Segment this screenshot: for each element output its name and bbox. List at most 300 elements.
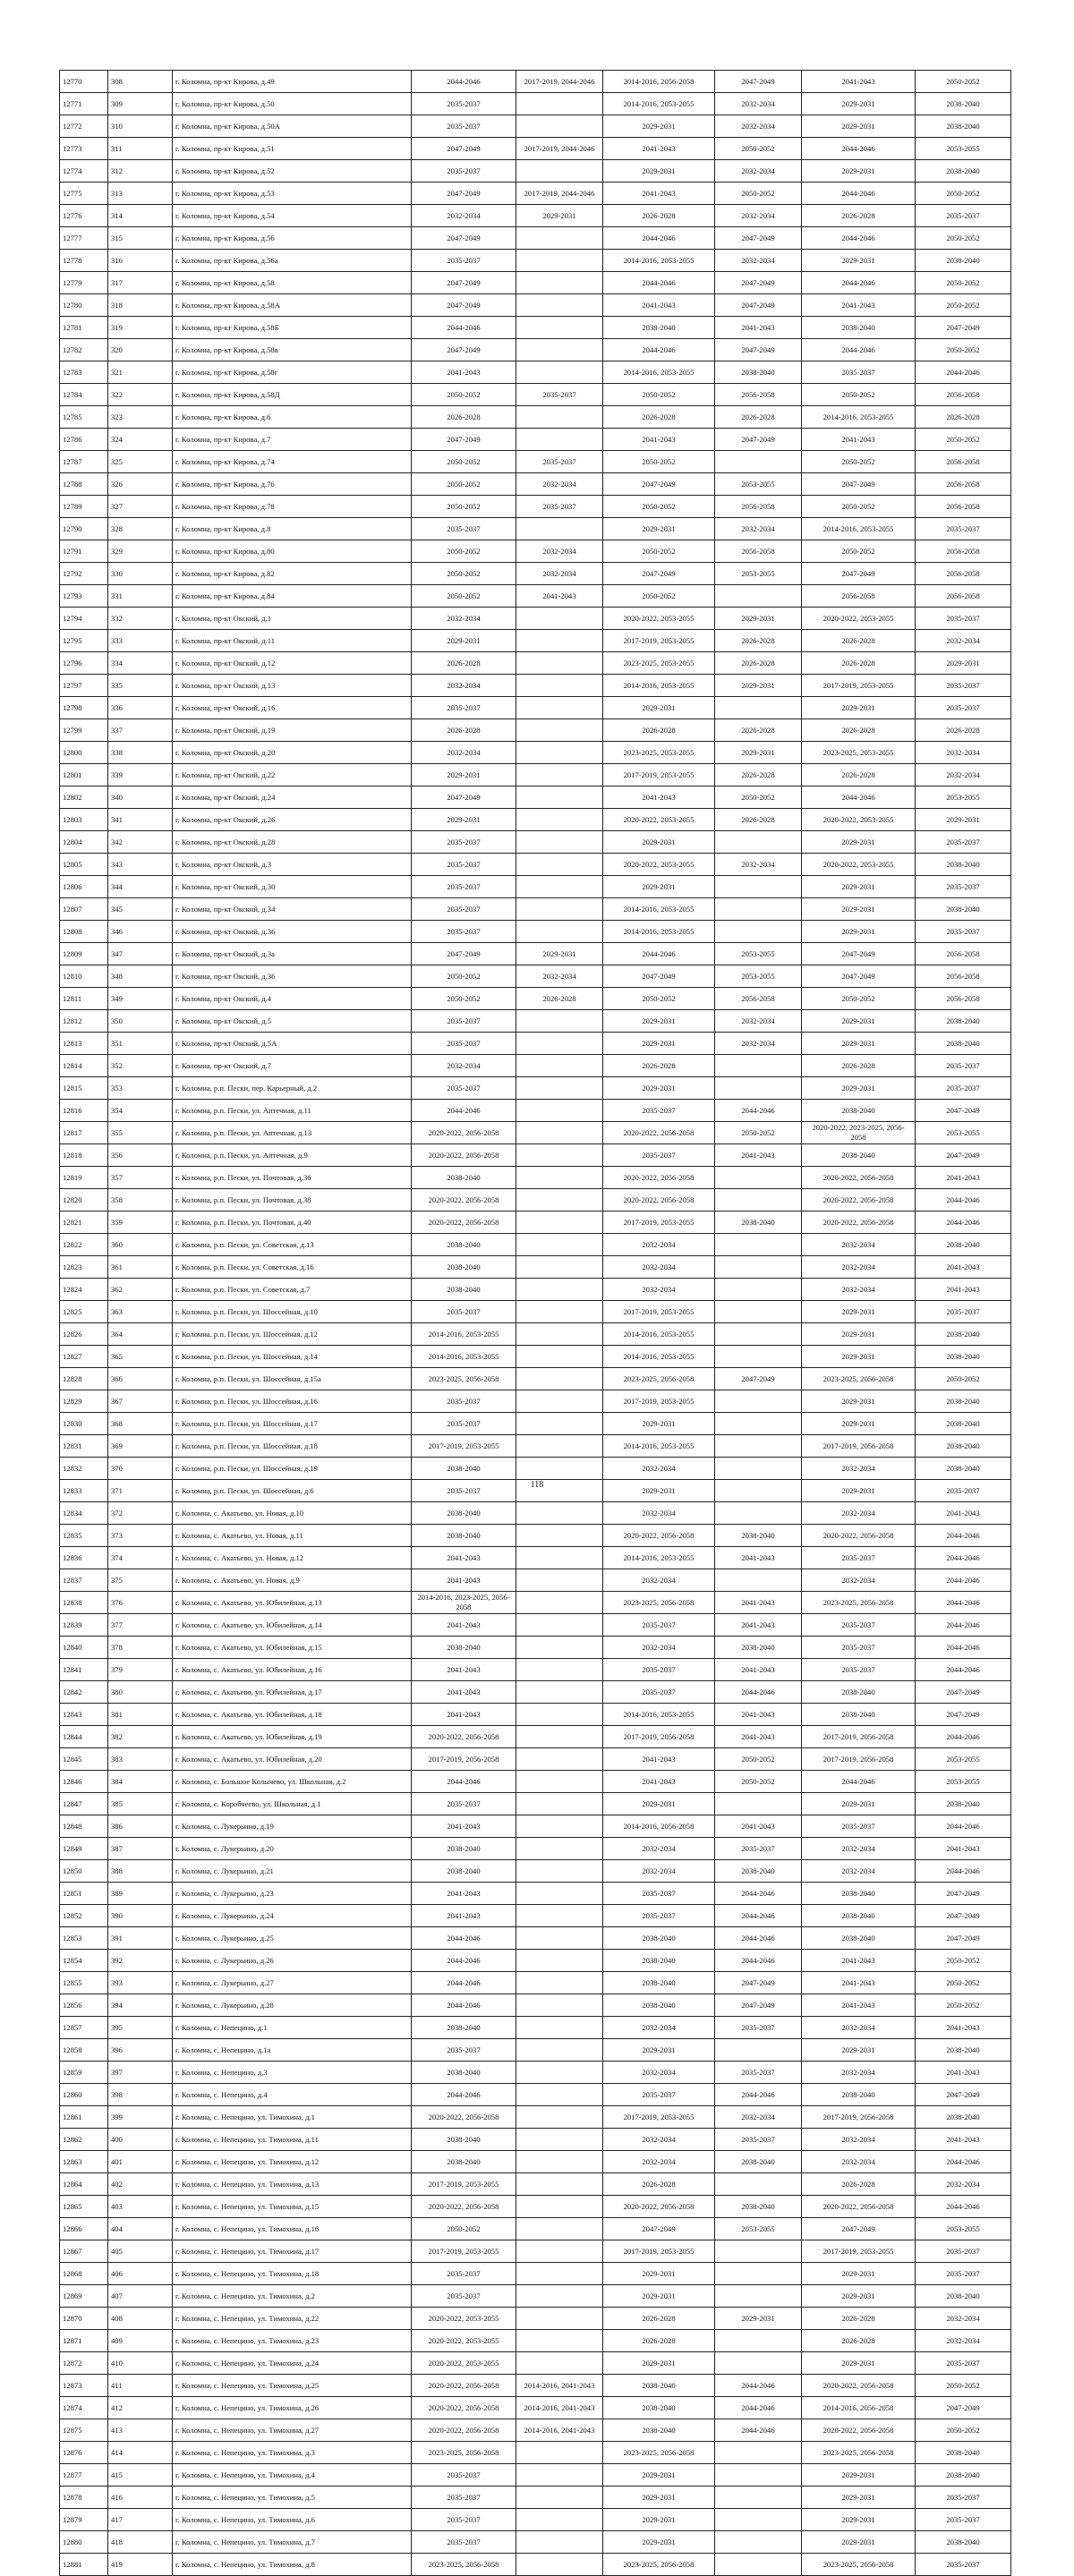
- period-cell-2: [516, 1614, 603, 1637]
- period-cell-2: [516, 1547, 603, 1569]
- period-cell-5: 2029-2031: [802, 2464, 916, 2487]
- row-id-cell: 12853: [60, 1927, 108, 1950]
- period-cell-3: 2035-2037: [603, 2084, 715, 2106]
- period-cell-4: [715, 2285, 802, 2308]
- period-cell-4: 2053-2055: [715, 943, 802, 965]
- address-cell: г. Коломна, с. Акатьево, ул. Юбилейная, д.19: [173, 1726, 412, 1748]
- period-cell-1: 2044-2046: [412, 317, 516, 339]
- period-cell-1: 2050-2052: [412, 2218, 516, 2240]
- period-cell-4: 2035-2037: [715, 1838, 802, 1860]
- row-id-cell: 12813: [60, 1033, 108, 1055]
- period-cell-3: 2050-2052: [603, 496, 715, 518]
- period-cell-4: [715, 1390, 802, 1413]
- period-cell-6: 2050-2052: [916, 227, 1011, 250]
- period-cell-5: 2014-2016, 2053-2055: [802, 406, 916, 429]
- item-number-cell: 312: [108, 160, 173, 183]
- period-cell-5: 2029-2031: [802, 1077, 916, 1100]
- table-row: [60, 2487, 1011, 2509]
- row-id-cell: 12823: [60, 1256, 108, 1279]
- item-number-cell: 405: [108, 2240, 173, 2263]
- period-cell-6: 2029-2031: [916, 809, 1011, 831]
- period-cell-4: [715, 1323, 802, 1346]
- period-cell-6: 2038-2040: [916, 2464, 1011, 2487]
- address-cell: г. Коломна, пр-кт Кирова, д.53: [173, 183, 412, 205]
- table-row: [60, 1100, 1011, 1122]
- period-cell-1: 2029-2031: [412, 630, 516, 652]
- period-cell-1: 2035-2037: [412, 2263, 516, 2285]
- period-cell-6: 2035-2037: [916, 831, 1011, 854]
- item-number-cell: 386: [108, 1815, 173, 1838]
- row-id-cell: 12861: [60, 2106, 108, 2129]
- period-cell-4: 2056-2058: [715, 496, 802, 518]
- address-cell: г. Коломна, р.п. Пески, ул. Советская, д.13: [173, 1234, 412, 1256]
- period-cell-5: 2035-2037: [802, 1547, 916, 1569]
- period-cell-1: 2041-2043: [412, 1614, 516, 1637]
- period-cell-6: 2032-2034: [916, 2308, 1011, 2330]
- table-row: [60, 1838, 1011, 1860]
- row-id-cell: 12812: [60, 1010, 108, 1033]
- address-cell: г. Коломна, с. Непецино, д.3: [173, 2062, 412, 2084]
- row-id-cell: 12826: [60, 1323, 108, 1346]
- table-row: [60, 317, 1011, 339]
- address-cell: г. Коломна, р.п. Пески, ул. Почтовая, д.36: [173, 1167, 412, 1189]
- row-id-cell: 12770: [60, 71, 108, 93]
- address-cell: г. Коломна, с. Лукерьино, д.27: [173, 1972, 412, 1994]
- period-cell-4: [715, 1502, 802, 1525]
- row-id-cell: 12838: [60, 1592, 108, 1614]
- period-cell-1: 2014-2016, 2053-2055: [412, 1323, 516, 1346]
- period-cell-1: 2038-2040: [412, 1279, 516, 1301]
- period-cell-2: [516, 675, 603, 697]
- period-cell-3: 2032-2034: [603, 1637, 715, 1659]
- row-id-cell: 12877: [60, 2464, 108, 2487]
- period-cell-2: [516, 1883, 603, 1905]
- period-cell-3: 2017-2019, 2053-2055: [603, 630, 715, 652]
- table-row: [60, 809, 1011, 831]
- period-cell-2: 2017-2019, 2044-2046: [516, 183, 603, 205]
- table-row: [60, 339, 1011, 361]
- period-cell-3: 2032-2034: [603, 1458, 715, 1480]
- item-number-cell: 403: [108, 2196, 173, 2218]
- period-cell-4: 2026-2028: [715, 719, 802, 742]
- row-id-cell: 12881: [60, 2554, 108, 2576]
- item-number-cell: 370: [108, 1458, 173, 1480]
- period-cell-4: 2047-2049: [715, 1368, 802, 1390]
- period-cell-6: 2035-2037: [916, 2554, 1011, 2576]
- period-cell-3: 2026-2028: [603, 2308, 715, 2330]
- period-cell-3: 2050-2052: [603, 988, 715, 1010]
- period-cell-4: 2044-2046: [715, 1681, 802, 1704]
- period-cell-5: 2023-2025, 2056-2058: [802, 1592, 916, 1614]
- period-cell-2: [516, 1793, 603, 1815]
- period-cell-6: 2041-2043: [916, 2017, 1011, 2039]
- item-number-cell: 324: [108, 429, 173, 451]
- period-cell-5: 2032-2034: [802, 1256, 916, 1279]
- item-number-cell: 365: [108, 1346, 173, 1368]
- period-cell-2: 2014-2016, 2041-2043: [516, 2419, 603, 2442]
- period-cell-5: 2029-2031: [802, 93, 916, 115]
- period-cell-1: 2047-2049: [412, 227, 516, 250]
- period-cell-2: 2029-2031: [516, 943, 603, 965]
- period-cell-4: 2053-2055: [715, 965, 802, 988]
- period-cell-6: 2035-2037: [916, 2487, 1011, 2509]
- item-number-cell: 354: [108, 1100, 173, 1122]
- table-row: [60, 250, 1011, 272]
- item-number-cell: 336: [108, 697, 173, 719]
- period-cell-4: 2044-2046: [715, 2397, 802, 2419]
- period-cell-5: 2032-2034: [802, 2062, 916, 2084]
- period-cell-1: 2035-2037: [412, 1033, 516, 1055]
- period-cell-4: 2047-2049: [715, 71, 802, 93]
- table-row: [60, 2084, 1011, 2106]
- period-cell-3: 2014-2016, 2053-2055: [603, 250, 715, 272]
- address-cell: г. Коломна, р.п. Пески, ул. Советская, д.7: [173, 1279, 412, 1301]
- period-cell-2: 2032-2034: [516, 473, 603, 496]
- period-cell-6: 2041-2043: [916, 1256, 1011, 1279]
- period-cell-2: [516, 2509, 603, 2531]
- period-cell-1: 2041-2043: [412, 1569, 516, 1592]
- period-cell-6: 2038-2040: [916, 2531, 1011, 2554]
- period-cell-4: 2056-2058: [715, 540, 802, 563]
- item-number-cell: 314: [108, 205, 173, 227]
- table-row: [60, 2240, 1011, 2263]
- period-cell-5: 2044-2046: [802, 183, 916, 205]
- table-row: [60, 1681, 1011, 1704]
- item-number-cell: 382: [108, 1726, 173, 1748]
- item-number-cell: 308: [108, 71, 173, 93]
- address-cell: г. Коломна, с. Непецино, ул. Тимохина, д.11: [173, 2129, 412, 2151]
- address-cell: г. Коломна, пр-кт Окский, д.12: [173, 652, 412, 675]
- item-number-cell: 416: [108, 2487, 173, 2509]
- item-number-cell: 387: [108, 1838, 173, 1860]
- period-cell-3: 2041-2043: [603, 786, 715, 809]
- address-cell: г. Коломна, р.п. Пески, ул. Шоссейная, д.6: [173, 1480, 412, 1502]
- row-id-cell: 12811: [60, 988, 108, 1010]
- row-id-cell: 12771: [60, 93, 108, 115]
- period-cell-4: 2038-2040: [715, 1860, 802, 1883]
- address-cell: г. Коломна, с. Акатьево, ул. Юбилейная, д.20: [173, 1748, 412, 1771]
- address-cell: г. Коломна, р.п. Пески, ул. Почтовая, д.40: [173, 1211, 412, 1234]
- period-cell-2: [516, 2263, 603, 2285]
- table-row: [60, 1569, 1011, 1592]
- period-cell-4: 2047-2049: [715, 1972, 802, 1994]
- item-number-cell: 377: [108, 1614, 173, 1637]
- period-cell-3: 2017-2019, 2053-2055: [603, 764, 715, 786]
- period-cell-5: 2020-2022, 2023-2025, 2056-2058: [802, 1122, 916, 1144]
- period-cell-1: 2050-2052: [412, 988, 516, 1010]
- period-cell-6: 2053-2055: [916, 2218, 1011, 2240]
- period-cell-5: 2032-2034: [802, 1502, 916, 1525]
- address-cell: г. Коломна, с. Непецино, ул. Тимохина, д.8: [173, 2554, 412, 2576]
- row-id-cell: 12788: [60, 473, 108, 496]
- address-cell: г. Коломна, с. Непецино, ул. Тимохина, д.23: [173, 2330, 412, 2352]
- period-cell-4: 2032-2034: [715, 205, 802, 227]
- item-number-cell: 328: [108, 518, 173, 540]
- item-number-cell: 325: [108, 451, 173, 473]
- period-cell-5: 2038-2040: [802, 1144, 916, 1167]
- period-cell-2: [516, 1637, 603, 1659]
- period-cell-2: 2032-2034: [516, 563, 603, 585]
- address-cell: г. Коломна, р.п. Пески, ул. Аптечная, д.9: [173, 1144, 412, 1167]
- period-cell-5: 2041-2043: [802, 1972, 916, 1994]
- address-cell: г. Коломна, пр-кт Кирова, д.84: [173, 585, 412, 608]
- period-cell-2: [516, 854, 603, 876]
- period-cell-5: 2020-2022, 2053-2055: [802, 608, 916, 630]
- period-cell-2: [516, 294, 603, 317]
- period-cell-4: 2032-2034: [715, 115, 802, 138]
- period-cell-1: 2047-2049: [412, 272, 516, 294]
- address-cell: г. Коломна, пр-кт Кирова, д.58Б: [173, 317, 412, 339]
- period-cell-1: 2044-2046: [412, 1100, 516, 1122]
- period-cell-5: 2017-2019, 2056-2058: [802, 1435, 916, 1458]
- period-cell-5: 2041-2043: [802, 71, 916, 93]
- table-row: [60, 1435, 1011, 1458]
- address-cell: г. Коломна, р.п. Пески, ул. Шоссейная, д.17: [173, 1413, 412, 1435]
- period-cell-6: 2056-2058: [916, 988, 1011, 1010]
- period-cell-6: 2038-2040: [916, 93, 1011, 115]
- period-cell-1: 2035-2037: [412, 518, 516, 540]
- period-cell-1: 2032-2034: [412, 205, 516, 227]
- period-cell-4: 2047-2049: [715, 294, 802, 317]
- period-cell-4: 2032-2034: [715, 250, 802, 272]
- period-cell-1: 2038-2040: [412, 1458, 516, 1480]
- item-number-cell: 342: [108, 831, 173, 854]
- period-cell-2: [516, 1144, 603, 1167]
- row-id-cell: 12841: [60, 1659, 108, 1681]
- period-cell-2: [516, 697, 603, 719]
- row-id-cell: 12824: [60, 1279, 108, 1301]
- table-row: [60, 1815, 1011, 1838]
- period-cell-6: 2044-2046: [916, 2151, 1011, 2173]
- period-cell-4: 2056-2058: [715, 384, 802, 406]
- row-id-cell: 12867: [60, 2240, 108, 2263]
- row-id-cell: 12772: [60, 115, 108, 138]
- period-cell-5: 2020-2022, 2053-2055: [802, 854, 916, 876]
- table-row: [60, 630, 1011, 652]
- period-cell-5: 2029-2031: [802, 1390, 916, 1413]
- table-row: [60, 1368, 1011, 1390]
- period-cell-6: 2047-2049: [916, 1883, 1011, 1905]
- period-cell-1: 2014-2016, 2023-2025, 2056-2058: [412, 1592, 516, 1614]
- row-id-cell: 12872: [60, 2352, 108, 2375]
- period-cell-2: [516, 742, 603, 764]
- period-cell-4: 2026-2028: [715, 630, 802, 652]
- address-cell: г. Коломна, пр-кт Кирова, д.58в: [173, 339, 412, 361]
- address-cell: г. Коломна, с. Коробчеево, ул. Школьная, д.1: [173, 1793, 412, 1815]
- period-cell-3: 2014-2016, 2053-2055: [603, 1704, 715, 1726]
- period-cell-1: 2044-2046: [412, 1771, 516, 1793]
- item-number-cell: 408: [108, 2308, 173, 2330]
- period-cell-3: 2026-2028: [603, 719, 715, 742]
- period-cell-4: 2053-2055: [715, 563, 802, 585]
- item-number-cell: 344: [108, 876, 173, 898]
- address-cell: г. Коломна, с. Непецино, ул. Тимохина, д.15: [173, 2196, 412, 2218]
- period-cell-4: 2038-2040: [715, 2151, 802, 2173]
- table-row: [60, 1525, 1011, 1547]
- period-cell-5: 2035-2037: [802, 1815, 916, 1838]
- row-id-cell: 12860: [60, 2084, 108, 2106]
- period-cell-3: 2032-2034: [603, 1279, 715, 1301]
- period-cell-3: 2038-2040: [603, 2419, 715, 2442]
- period-cell-3: 2029-2031: [603, 1077, 715, 1100]
- period-cell-3: 2032-2034: [603, 1860, 715, 1883]
- period-cell-4: 2044-2046: [715, 1100, 802, 1122]
- period-cell-6: 2044-2046: [916, 1860, 1011, 1883]
- period-cell-2: [516, 227, 603, 250]
- period-cell-2: [516, 250, 603, 272]
- period-cell-3: 2014-2016, 2053-2055: [603, 921, 715, 943]
- period-cell-6: 2035-2037: [916, 2509, 1011, 2531]
- item-number-cell: 331: [108, 585, 173, 608]
- period-cell-4: 2041-2043: [715, 1704, 802, 1726]
- address-cell: г. Коломна, с. Непецино, ул. Тимохина, д.22: [173, 2308, 412, 2330]
- period-cell-1: 2035-2037: [412, 2509, 516, 2531]
- period-cell-2: [516, 719, 603, 742]
- period-cell-1: 2035-2037: [412, 854, 516, 876]
- period-cell-1: 2026-2028: [412, 652, 516, 675]
- period-cell-1: 2035-2037: [412, 831, 516, 854]
- period-cell-2: [516, 160, 603, 183]
- table-row: [60, 1860, 1011, 1883]
- period-cell-2: [516, 1927, 603, 1950]
- period-cell-5: 2032-2034: [802, 1458, 916, 1480]
- table-row: [60, 1905, 1011, 1927]
- table-row: [60, 988, 1011, 1010]
- period-cell-3: 2050-2052: [603, 384, 715, 406]
- table-row: [60, 1659, 1011, 1681]
- row-id-cell: 12857: [60, 2017, 108, 2039]
- period-cell-6: 2044-2046: [916, 1525, 1011, 1547]
- period-cell-5: 2026-2028: [802, 630, 916, 652]
- period-cell-5: 2032-2034: [802, 2129, 916, 2151]
- period-cell-4: [715, 1234, 802, 1256]
- item-number-cell: 313: [108, 183, 173, 205]
- period-cell-2: [516, 764, 603, 786]
- table-row: [60, 2151, 1011, 2173]
- item-number-cell: 317: [108, 272, 173, 294]
- period-cell-6: 2044-2046: [916, 2196, 1011, 2218]
- period-cell-5: 2023-2025, 2056-2058: [802, 1368, 916, 1390]
- period-cell-5: 2029-2031: [802, 1033, 916, 1055]
- period-cell-1: 2044-2046: [412, 1927, 516, 1950]
- row-id-cell: 12828: [60, 1368, 108, 1390]
- period-cell-6: 2032-2034: [916, 742, 1011, 764]
- row-id-cell: 12790: [60, 518, 108, 540]
- period-cell-3: 2032-2034: [603, 2129, 715, 2151]
- address-cell: г. Коломна, пр-кт Окский, д.1: [173, 608, 412, 630]
- item-number-cell: 327: [108, 496, 173, 518]
- period-cell-2: [516, 339, 603, 361]
- period-cell-5: 2041-2043: [802, 1994, 916, 2017]
- period-cell-6: 2056-2058: [916, 540, 1011, 563]
- period-cell-4: [715, 2352, 802, 2375]
- period-cell-5: 2050-2052: [802, 988, 916, 1010]
- item-number-cell: 363: [108, 1301, 173, 1323]
- table-row: [60, 205, 1011, 227]
- period-cell-4: 2032-2034: [715, 160, 802, 183]
- address-cell: г. Коломна, с. Непецино, ул. Тимохина, д.18: [173, 2263, 412, 2285]
- period-cell-1: 2029-2031: [412, 764, 516, 786]
- period-cell-2: 2017-2019, 2044-2046: [516, 138, 603, 160]
- period-cell-1: 2023-2025, 2056-2058: [412, 2442, 516, 2464]
- period-cell-1: 2020-2022, 2056-2058: [412, 2375, 516, 2397]
- period-cell-4: 2026-2028: [715, 809, 802, 831]
- period-cell-5: 2020-2022, 2056-2058: [802, 1211, 916, 1234]
- row-id-cell: 12815: [60, 1077, 108, 1100]
- period-cell-4: [715, 1167, 802, 1189]
- period-cell-3: 2035-2037: [603, 1614, 715, 1637]
- period-cell-6: 2050-2052: [916, 1368, 1011, 1390]
- item-number-cell: 378: [108, 1637, 173, 1659]
- address-cell: г. Коломна, с. Лукерьино, д.23: [173, 1883, 412, 1905]
- period-cell-3: 2014-2016, 2053-2055: [603, 93, 715, 115]
- item-number-cell: 388: [108, 1860, 173, 1883]
- item-number-cell: 335: [108, 675, 173, 697]
- period-cell-2: [516, 2218, 603, 2240]
- row-id-cell: 12827: [60, 1346, 108, 1368]
- table-row: [60, 1771, 1011, 1793]
- item-number-cell: 413: [108, 2419, 173, 2442]
- period-cell-3: 2035-2037: [603, 1905, 715, 1927]
- address-cell: г. Коломна, пр-кт Кирова, д.8: [173, 518, 412, 540]
- period-cell-1: 2035-2037: [412, 93, 516, 115]
- item-number-cell: 417: [108, 2509, 173, 2531]
- period-cell-4: 2044-2046: [715, 2419, 802, 2442]
- table-row: [60, 764, 1011, 786]
- period-cell-2: [516, 1726, 603, 1748]
- row-id-cell: 12822: [60, 1234, 108, 1256]
- address-cell: г. Коломна, пр-кт Окский, д.13: [173, 675, 412, 697]
- row-id-cell: 12817: [60, 1122, 108, 1144]
- item-number-cell: 380: [108, 1681, 173, 1704]
- period-cell-6: 2053-2055: [916, 1771, 1011, 1793]
- row-id-cell: 12789: [60, 496, 108, 518]
- period-cell-1: 2038-2040: [412, 2129, 516, 2151]
- period-cell-6: 2044-2046: [916, 1569, 1011, 1592]
- row-id-cell: 12786: [60, 429, 108, 451]
- period-cell-3: 2029-2031: [603, 518, 715, 540]
- period-cell-5: 2029-2031: [802, 2285, 916, 2308]
- period-cell-6: 2056-2058: [916, 965, 1011, 988]
- period-cell-5: 2029-2031: [802, 1480, 916, 1502]
- period-cell-4: 2038-2040: [715, 1637, 802, 1659]
- period-cell-6: 2038-2040: [916, 1234, 1011, 1256]
- period-cell-2: [516, 1815, 603, 1838]
- period-cell-5: 2029-2031: [802, 1010, 916, 1033]
- period-cell-4: 2041-2043: [715, 1592, 802, 1614]
- period-cell-1: 2035-2037: [412, 2039, 516, 2062]
- period-cell-5: 2026-2028: [802, 764, 916, 786]
- period-cell-6: 2044-2046: [916, 361, 1011, 384]
- period-cell-3: 2035-2037: [603, 1659, 715, 1681]
- row-id-cell: 12803: [60, 809, 108, 831]
- address-cell: г. Коломна, с. Непецино, д.4: [173, 2084, 412, 2106]
- item-number-cell: 369: [108, 1435, 173, 1458]
- period-cell-4: 2032-2034: [715, 93, 802, 115]
- row-id-cell: 12796: [60, 652, 108, 675]
- address-cell: г. Коломна, с. Лукерьино, д.19: [173, 1815, 412, 1838]
- period-cell-3: 2038-2040: [603, 1950, 715, 1972]
- address-cell: г. Коломна, пр-кт Кирова, д.49: [173, 71, 412, 93]
- row-id-cell: 12871: [60, 2330, 108, 2352]
- address-cell: г. Коломна, пр-кт Кирова, д.56: [173, 227, 412, 250]
- period-cell-1: 2020-2022, 2056-2058: [412, 2397, 516, 2419]
- row-id-cell: 12839: [60, 1614, 108, 1637]
- period-cell-5: 2047-2049: [802, 943, 916, 965]
- period-cell-4: [715, 2487, 802, 2509]
- period-cell-6: 2041-2043: [916, 1838, 1011, 1860]
- item-number-cell: 358: [108, 1189, 173, 1211]
